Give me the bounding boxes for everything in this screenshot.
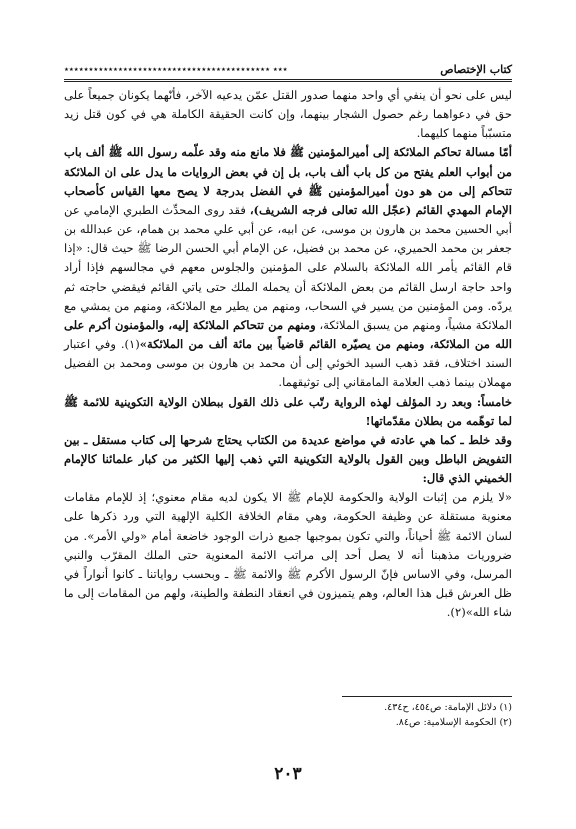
page-body	[64, 86, 512, 622]
bold-text-run: ومنهم من تتحاكم الملائكة إليه، والمؤمنون أكرم على الله من الملائكة، ومنهم من يصيّره القائم قاضياً بين مائة ألف من الملائكة»	[64, 317, 512, 352]
running-header	[64, 63, 512, 81]
footnotes	[64, 700, 512, 730]
bold-text-run: وقد خلط ـ كما هي عادته في مواضع عديدة من الكتاب يحتاج شرحها إلى كتاب مستقل ـ بين التفويض الباطل وبين القول بالولاية التكوينية التي ذهب إليها الكثير من كبار علمائنا كالإمام الخميني الذي قال:	[64, 432, 512, 486]
text-run: فقد روى المحدِّث الطبري الإمامي عن أبي الحسين محمد بن هارون بن موسى، عن ابيه، عن أبي علي محمد بن همام، عن عبدالله بن جعفر بن محمد الحميري، عن محمد بن فضيل، عن الإمام أبي الحسن الرضا ﷺ حيث قال: «إذا قام القائم يأمر الله الملائكة بالسلام على المؤمنين والجلوس معهم في مجالسهم فإذا أراد واحد حاجة ارسل القائم من بعض الملائكة أن يحمله الملك حتى ياتي القائم فيقضي حاجته ثم يردّه. ومن المؤمنين من يسير في السحاب، ومنهم من يطير مع الملائكة، ومنهم من يمشي مع الملائكة مشياً، ومنهم من يسبق الملائكة،	[64, 202, 512, 332]
text-run: ليس على نحو أن ينفي أي واحد منهما صدور القتل عمّن يدعيه الآخر، فأنّهما يكونان جميعاً على حق في دعواهما رغم حصول الشجار بينهما، وإن كانت الحقيقة الكاملة هي في كون قتل زيد متسبّباً منهما كليهما.	[64, 88, 512, 141]
paragraph	[64, 431, 512, 488]
paragraph	[64, 488, 512, 622]
footnote-separator	[342, 696, 512, 697]
paragraph	[64, 143, 512, 392]
footnote: (١) دلائل الإمامة: ص٤٥٤، ح٤٣٤.	[384, 702, 512, 713]
paragraph	[64, 393, 512, 431]
text-run: «لا يلزم من إثبات الولاية والحكومة للإمام ﷺ الا يكون لديه مقام معنوي؛ إذ للإمام مقامات معنوية مستقلة عن وظيفة الحكومة، وهي مقام الخلافة الكلية الإلهية التي ورد ذكرها على لسان الائمة ﷺ أحياناً، والتي تكون بموجبها جميع ذرات الوجود خاضعة أمام «ولي الأمر». من ضروريات مذهبنا أنه لا يصل أحد إلى مراتب الائمة المعنوية حتى الملك المقرّب والنبي المرسل، وفي الاساس فإنّ الرسول الأكرم ﷺ والائمة ﷺ ـ وبحسب رواياتنا ـ كانوا أنواراً في ظل العرش قبل هذا العالم، وهم يتميزون في انعقاد النطفة والطينة، ولهم من المقامات إلى ما شاء الله»(٢).	[64, 490, 512, 620]
bold-text-run: أمّا مسالة تحاكم الملائكة إلى أميرالمؤمنين ﷺ فلا مانع منه وقد علّمه رسول الله ﷺ ألف باب من أبواب العلم يفتح من كل باب ألف باب، بل إن في بعض الروايات ما يدل على ان الملائكة تتحاكم إلى من هو دون أميرالمؤمنين ﷺ في الفضل بدرجة لا يصح معها القياس كأصحاب الإمام المهدي القائم (عجّل الله تعالى فرجه الشريف)،	[64, 145, 512, 217]
text-run: (١). وفي اعتبار السند اختلاف، فقد ذهب السيد الخوئي إلى أن محمد بن هارون بن موسى ومحمد بن الفضيل مهملان بينما ذهب العلامة المامقاني إلى توثيقهما.	[64, 337, 512, 390]
header-rule	[64, 79, 512, 82]
header-ornament: ٭٭٭ ٭٭٭٭٭٭٭٭٭٭٭٭٭٭٭٭٭٭٭٭٭٭٭٭٭٭٭٭٭٭٭٭٭٭٭٭٭٭٭٭٭٭	[64, 65, 288, 75]
running-title: كتاب الإختصاص	[440, 63, 512, 76]
page-number: ٢٠٣	[274, 764, 302, 784]
paragraph	[64, 86, 512, 143]
footnote: (٢) الحكومة الإسلامية: ص٨٤.	[395, 717, 512, 728]
bold-text-run: خامساً: وبعد رد المؤلف لهذه الرواية رتّب على ذلك القول ببطلان الولاية التكوينية للائمة ﷺ لما توهّمه من بطلان مقدّماتها!	[64, 394, 512, 428]
